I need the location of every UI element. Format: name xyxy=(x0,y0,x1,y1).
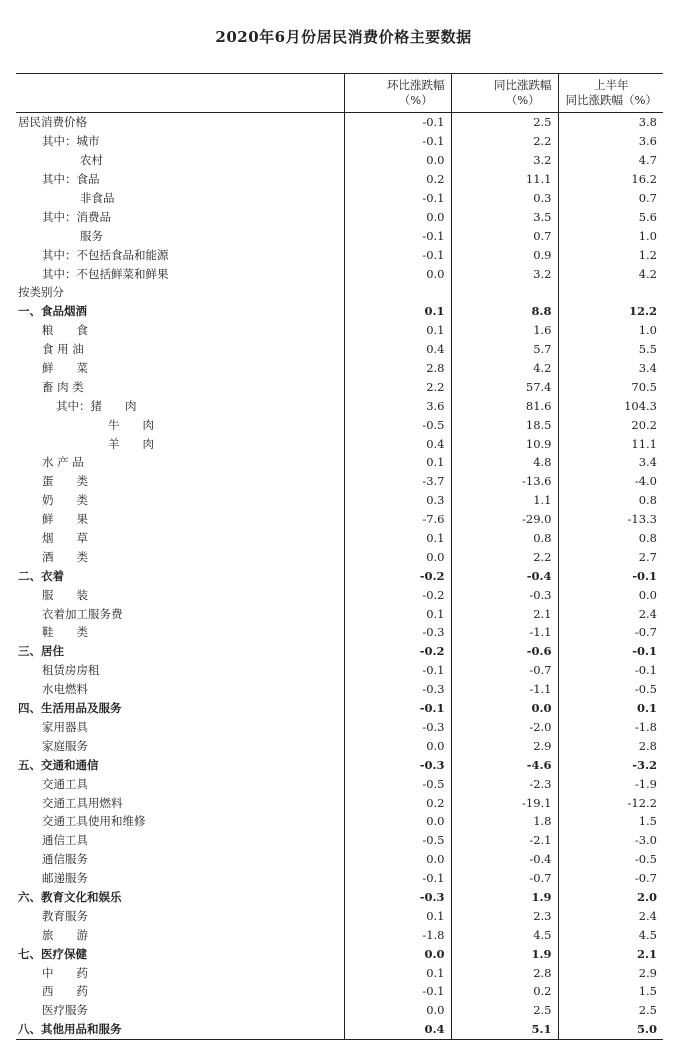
cell-h1: 5.0 xyxy=(558,1020,663,1039)
row-label: 邮递服务 xyxy=(42,871,88,886)
table-row xyxy=(16,491,663,510)
cell-yoy: 0.2 xyxy=(451,982,558,1001)
table-row xyxy=(16,623,663,642)
row-label: 交通工具使用和维修 xyxy=(42,814,146,829)
cell-mom: -0.3 xyxy=(344,623,451,642)
table-row xyxy=(16,396,663,415)
header-h1-line1: 上半年 xyxy=(594,78,629,92)
table-row xyxy=(16,302,663,321)
cell-h1: -4.0 xyxy=(558,472,663,491)
cell-mom: 3.6 xyxy=(344,396,451,415)
row-label: 居民消费价格 xyxy=(18,115,87,130)
row-label: 租赁房房租 xyxy=(42,663,100,678)
cell-mom: -0.2 xyxy=(344,642,451,661)
row-label: 家用器具 xyxy=(42,719,88,734)
row-label: 鲜 果 xyxy=(42,512,88,527)
cell-h1: 3.6 xyxy=(558,132,663,151)
cell-yoy: 4.8 xyxy=(451,453,558,472)
cell-h1: 1.5 xyxy=(558,812,663,831)
cell-mom: -0.1 xyxy=(344,189,451,208)
cell-h1: -0.7 xyxy=(558,623,663,642)
row-label: 医疗服务 xyxy=(42,1003,88,1018)
table-row xyxy=(16,415,663,434)
cell-mom: -0.3 xyxy=(344,718,451,737)
row-label: 服务 xyxy=(80,228,103,243)
cell-h1: 4.7 xyxy=(558,151,663,170)
table-row xyxy=(16,510,663,529)
cell-h1: -1.8 xyxy=(558,718,663,737)
cell-mom: -3.7 xyxy=(344,472,451,491)
cell-h1: 3.4 xyxy=(558,359,663,378)
cell-yoy: -0.6 xyxy=(451,642,558,661)
cell-h1: 4.2 xyxy=(558,264,663,283)
table-row xyxy=(16,718,663,737)
row-label: 五、交通和通信 xyxy=(18,757,99,772)
row-label: 其中：猪 肉 xyxy=(56,398,137,413)
row-label: 水电燃料 xyxy=(42,682,88,697)
row-label: 烟 草 xyxy=(42,531,88,546)
cell-h1: 20.2 xyxy=(558,415,663,434)
cell-mom: 0.0 xyxy=(344,736,451,755)
cell-yoy: 2.8 xyxy=(451,963,558,982)
cell-yoy: -4.6 xyxy=(451,755,558,774)
header-mom xyxy=(344,74,451,113)
cell-mom xyxy=(344,283,451,302)
cell-yoy: 11.1 xyxy=(451,170,558,189)
row-label: 交通工具用燃料 xyxy=(42,795,123,810)
table-row xyxy=(16,472,663,491)
table-row xyxy=(16,340,663,359)
cell-mom: 0.0 xyxy=(344,151,451,170)
row-label: 服 装 xyxy=(42,587,88,602)
cell-mom: -0.3 xyxy=(344,680,451,699)
table-row xyxy=(16,963,663,982)
cell-mom: 0.4 xyxy=(344,1020,451,1039)
row-label: 交通工具 xyxy=(42,776,88,791)
cell-yoy: 0.9 xyxy=(451,245,558,264)
cell-mom: -0.2 xyxy=(344,566,451,585)
header-mom-line1: 环比涨跌幅 xyxy=(387,78,445,92)
row-label: 水 产 品 xyxy=(42,455,84,470)
cell-mom: -0.1 xyxy=(344,982,451,1001)
table-row xyxy=(16,925,663,944)
row-label: 其中：不包括鲜菜和鲜果 xyxy=(42,266,169,281)
table-row xyxy=(16,453,663,472)
table-row xyxy=(16,189,663,208)
row-label: 按类别分 xyxy=(18,285,64,300)
row-label: 一、食品烟酒 xyxy=(18,304,87,319)
cell-yoy: 57.4 xyxy=(451,377,558,396)
row-label: 牛 肉 xyxy=(108,417,154,432)
cell-yoy: 1.9 xyxy=(451,944,558,963)
header-mom-line2: （%） xyxy=(398,93,433,107)
cell-h1: 104.3 xyxy=(558,396,663,415)
row-label: 蛋 类 xyxy=(42,474,88,489)
cell-h1: 12.2 xyxy=(558,302,663,321)
cell-yoy: 81.6 xyxy=(451,396,558,415)
cell-mom: 0.4 xyxy=(344,340,451,359)
cell-h1: 2.5 xyxy=(558,1001,663,1020)
cell-mom: -0.1 xyxy=(344,226,451,245)
cell-h1: 0.8 xyxy=(558,491,663,510)
cell-h1: 70.5 xyxy=(558,377,663,396)
cell-mom: 0.1 xyxy=(344,321,451,340)
cell-mom: -0.5 xyxy=(344,774,451,793)
cell-yoy: 2.3 xyxy=(451,906,558,925)
cell-mom: 0.0 xyxy=(344,850,451,869)
cell-mom: 0.0 xyxy=(344,944,451,963)
cell-yoy: 8.8 xyxy=(451,302,558,321)
cell-yoy: -19.1 xyxy=(451,793,558,812)
cell-h1: -0.1 xyxy=(558,661,663,680)
cell-mom: 0.1 xyxy=(344,963,451,982)
cell-mom: 2.8 xyxy=(344,359,451,378)
table-row xyxy=(16,1020,663,1039)
row-label: 食 用 油 xyxy=(42,342,84,357)
page-title: 2020年6月份居民消费价格主要数据 xyxy=(215,28,472,46)
row-label: 粮 食 xyxy=(42,323,88,338)
row-label: 其中：城市 xyxy=(42,134,100,149)
cell-h1: 11.1 xyxy=(558,434,663,453)
row-label: 非食品 xyxy=(80,191,115,205)
cell-yoy: 5.1 xyxy=(451,1020,558,1039)
table-row xyxy=(16,699,663,718)
row-label: 酒 类 xyxy=(42,549,88,564)
table-row xyxy=(16,132,663,151)
row-label: 鞋 类 xyxy=(42,625,88,640)
cell-yoy: 2.5 xyxy=(451,1001,558,1020)
cell-mom: 0.1 xyxy=(344,529,451,548)
header-yoy-line1: 同比涨跌幅 xyxy=(494,78,552,92)
row-label: 通信工具 xyxy=(42,833,88,848)
cell-yoy: 2.9 xyxy=(451,736,558,755)
row-label: 八、其他用品和服务 xyxy=(16,1020,344,1039)
row-label: 二、衣着 xyxy=(18,568,64,583)
cell-yoy xyxy=(451,283,558,302)
cell-yoy: -0.7 xyxy=(451,661,558,680)
cell-mom: 0.1 xyxy=(344,453,451,472)
row-label: 其中：食品 xyxy=(42,172,100,187)
row-label: 旅 游 xyxy=(42,927,88,942)
cell-h1: 2.4 xyxy=(558,604,663,623)
cell-h1: 2.0 xyxy=(558,888,663,907)
cell-h1: 1.5 xyxy=(558,982,663,1001)
table-header-row xyxy=(16,74,663,113)
table-row xyxy=(16,321,663,340)
cell-yoy: 2.5 xyxy=(451,113,558,132)
cell-yoy: -2.3 xyxy=(451,774,558,793)
cell-yoy: -0.4 xyxy=(451,566,558,585)
table-row xyxy=(16,226,663,245)
header-blank xyxy=(16,74,344,113)
row-label: 羊 肉 xyxy=(108,436,154,451)
cell-h1: 2.7 xyxy=(558,547,663,566)
table-row xyxy=(16,529,663,548)
cell-h1: -3.2 xyxy=(558,755,663,774)
table-row xyxy=(16,245,663,264)
cell-yoy: 4.2 xyxy=(451,359,558,378)
cell-yoy: 2.2 xyxy=(451,547,558,566)
row-label: 教育服务 xyxy=(42,908,88,923)
cell-yoy: 0.0 xyxy=(451,699,558,718)
cell-yoy: -2.1 xyxy=(451,831,558,850)
row-label: 奶 类 xyxy=(42,493,88,508)
table-row xyxy=(16,680,663,699)
cell-yoy: 2.2 xyxy=(451,132,558,151)
cell-mom: -0.5 xyxy=(344,831,451,850)
row-label: 其中：消费品 xyxy=(42,209,111,224)
table-body xyxy=(16,113,663,1040)
cell-h1: 0.1 xyxy=(558,699,663,718)
row-label: 四、生活用品及服务 xyxy=(18,701,122,716)
cell-yoy: 3.5 xyxy=(451,207,558,226)
cpi-table xyxy=(16,73,663,1040)
header-h1 xyxy=(558,74,663,113)
cell-mom: 0.1 xyxy=(344,906,451,925)
cell-h1: 1.0 xyxy=(558,226,663,245)
table-row xyxy=(16,661,663,680)
table-row xyxy=(16,774,663,793)
table-row xyxy=(16,264,663,283)
row-label: 畜 肉 类 xyxy=(42,379,84,394)
row-label: 七、医疗保健 xyxy=(18,946,87,961)
table-row xyxy=(16,869,663,888)
cell-h1: -0.7 xyxy=(558,869,663,888)
cell-mom: 0.2 xyxy=(344,793,451,812)
cell-yoy: -1.1 xyxy=(451,623,558,642)
cell-h1: -12.2 xyxy=(558,793,663,812)
row-label: 六、教育文化和娱乐 xyxy=(18,889,122,904)
cell-yoy: -2.0 xyxy=(451,718,558,737)
cell-yoy: 0.7 xyxy=(451,226,558,245)
cell-h1 xyxy=(558,283,663,302)
cell-h1: 2.8 xyxy=(558,736,663,755)
cell-yoy: 0.8 xyxy=(451,529,558,548)
cell-yoy: 3.2 xyxy=(451,151,558,170)
cell-yoy: -0.3 xyxy=(451,585,558,604)
cell-mom: 0.2 xyxy=(344,170,451,189)
table-row xyxy=(16,642,663,661)
cell-h1: 0.7 xyxy=(558,189,663,208)
cell-mom: -0.1 xyxy=(344,699,451,718)
cell-mom: 0.0 xyxy=(344,207,451,226)
cell-h1: 0.8 xyxy=(558,529,663,548)
cell-mom: 2.2 xyxy=(344,377,451,396)
cell-mom: -0.3 xyxy=(344,755,451,774)
table-row xyxy=(16,888,663,907)
table-row xyxy=(16,151,663,170)
cell-mom: 0.4 xyxy=(344,434,451,453)
cell-h1: 4.5 xyxy=(558,925,663,944)
cpi-table-container xyxy=(16,73,663,1040)
header-h1-line2: 同比涨跌幅（%） xyxy=(565,93,657,107)
cell-mom: 0.1 xyxy=(344,302,451,321)
cell-h1: -13.3 xyxy=(558,510,663,529)
table-row xyxy=(16,283,663,302)
table-row xyxy=(16,944,663,963)
table-row xyxy=(16,831,663,850)
cell-yoy: -0.7 xyxy=(451,869,558,888)
cell-mom: 0.1 xyxy=(344,604,451,623)
table-row xyxy=(16,113,663,132)
row-label: 农村 xyxy=(80,153,103,168)
cell-mom: -0.1 xyxy=(344,661,451,680)
cell-h1: -3.0 xyxy=(558,831,663,850)
table-row xyxy=(16,793,663,812)
table-row xyxy=(16,434,663,453)
table-row xyxy=(16,585,663,604)
cell-yoy: -0.4 xyxy=(451,850,558,869)
cell-mom: -0.5 xyxy=(344,415,451,434)
table-row xyxy=(16,982,663,1001)
cell-yoy: -1.1 xyxy=(451,680,558,699)
cell-mom: 0.3 xyxy=(344,491,451,510)
cell-h1: 5.6 xyxy=(558,207,663,226)
table-row xyxy=(16,377,663,396)
cell-h1: -0.1 xyxy=(558,642,663,661)
cell-h1: 3.8 xyxy=(558,113,663,132)
cell-h1: 16.2 xyxy=(558,170,663,189)
cell-h1: 3.4 xyxy=(558,453,663,472)
cell-yoy: 2.1 xyxy=(451,604,558,623)
cell-mom: 0.0 xyxy=(344,264,451,283)
cell-h1: -0.1 xyxy=(558,566,663,585)
table-row xyxy=(16,547,663,566)
cell-mom: -0.2 xyxy=(344,585,451,604)
cell-h1: 2.1 xyxy=(558,944,663,963)
row-label: 西 药 xyxy=(42,984,88,999)
header-yoy-line2: （%） xyxy=(505,93,540,107)
cell-h1: 1.0 xyxy=(558,321,663,340)
table-row xyxy=(16,170,663,189)
table-row xyxy=(16,207,663,226)
cell-mom: -0.3 xyxy=(344,888,451,907)
header-yoy xyxy=(451,74,558,113)
table-row xyxy=(16,736,663,755)
table-row xyxy=(16,755,663,774)
cell-yoy: 3.2 xyxy=(451,264,558,283)
cell-yoy: -29.0 xyxy=(451,510,558,529)
cell-mom: -1.8 xyxy=(344,925,451,944)
table-row xyxy=(16,812,663,831)
row-label: 衣着加工服务费 xyxy=(42,606,123,621)
cell-yoy: 1.6 xyxy=(451,321,558,340)
table-row xyxy=(16,906,663,925)
cell-yoy: 4.5 xyxy=(451,925,558,944)
cell-h1: 5.5 xyxy=(558,340,663,359)
cell-yoy: 5.7 xyxy=(451,340,558,359)
row-label: 三、居住 xyxy=(18,644,64,659)
cell-mom: -7.6 xyxy=(344,510,451,529)
table-row xyxy=(16,1001,663,1020)
cell-h1: 2.4 xyxy=(558,906,663,925)
cell-yoy: 18.5 xyxy=(451,415,558,434)
row-label: 鲜 菜 xyxy=(42,361,88,376)
cell-yoy: 0.3 xyxy=(451,189,558,208)
cell-yoy: 1.8 xyxy=(451,812,558,831)
cell-mom: 0.0 xyxy=(344,812,451,831)
cell-yoy: 1.9 xyxy=(451,888,558,907)
table-row xyxy=(16,604,663,623)
table-row xyxy=(16,566,663,585)
cell-mom: -0.1 xyxy=(344,113,451,132)
cell-h1: 2.9 xyxy=(558,963,663,982)
table-row xyxy=(16,359,663,378)
cell-yoy: 1.1 xyxy=(451,491,558,510)
row-label: 通信服务 xyxy=(42,852,88,867)
cell-h1: -0.5 xyxy=(558,680,663,699)
cell-h1: 1.2 xyxy=(558,245,663,264)
cell-mom: 0.0 xyxy=(344,1001,451,1020)
row-label: 其中：不包括食品和能源 xyxy=(42,247,169,262)
row-label: 中 药 xyxy=(42,965,88,980)
row-label: 家庭服务 xyxy=(42,738,88,753)
cell-h1: -1.9 xyxy=(558,774,663,793)
cell-mom: 0.0 xyxy=(344,547,451,566)
cell-yoy: -13.6 xyxy=(451,472,558,491)
cell-mom: -0.1 xyxy=(344,869,451,888)
cell-h1: 0.0 xyxy=(558,585,663,604)
cell-mom: -0.1 xyxy=(344,132,451,151)
table-row xyxy=(16,850,663,869)
cell-yoy: 10.9 xyxy=(451,434,558,453)
cell-mom: -0.1 xyxy=(344,245,451,264)
cell-h1: -0.5 xyxy=(558,850,663,869)
